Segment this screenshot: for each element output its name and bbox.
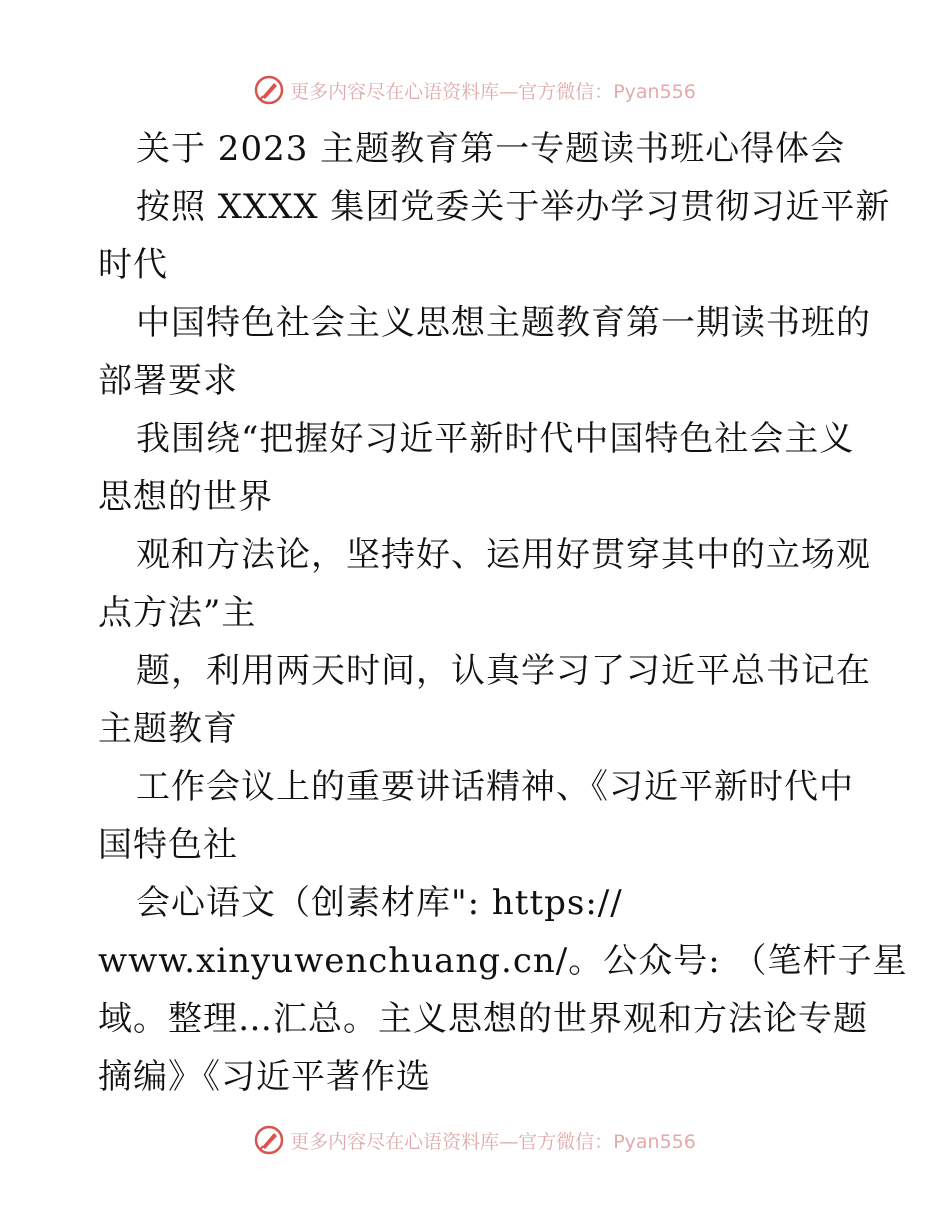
document-title: 关于 2023 主题教育第一专题读书班心得体会 [136, 129, 846, 169]
watermark-header [0, 70, 950, 110]
paragraph-line: 主题教育 [98, 709, 238, 749]
quill-logo-icon [254, 1125, 284, 1155]
paragraph-line: 观和方法论，坚持好、运用好贯穿其中的立场观 [136, 535, 871, 575]
paragraph-line: 工作会议上的重要讲话精神、《习近平新时代中 [136, 767, 854, 807]
paragraph-line: 会心语文（创素材库": https:// [136, 883, 623, 923]
paragraph-line: 域。整理…汇总。主义思想的世界观和方法论专题 [98, 999, 868, 1039]
paragraph-line: 思想的世界 [98, 477, 273, 517]
paragraph-line: 摘编》《习近平著作选 [98, 1057, 431, 1097]
watermark-wechat-id: Pyan556 [613, 1130, 696, 1153]
quill-logo-icon [254, 75, 284, 105]
paragraph-line: 我围绕“把握好习近平新时代中国特色社会主义 [136, 419, 855, 459]
paragraph-line: 国特色社 [98, 825, 238, 865]
watermark-slogan: 更多内容尽在心语资料库 [290, 80, 500, 103]
watermark-text [290, 1127, 696, 1154]
paragraph-line: 题，利用两天时间，认真学习了习近平总书记在 [136, 651, 871, 691]
watermark-text [290, 77, 696, 104]
document-body [98, 120, 908, 1106]
watermark-wechat-id: Pyan556 [613, 80, 696, 103]
paragraph-line: www.xinyuwenchuang.cn/。公众号: （笔杆子星 [98, 941, 908, 981]
watermark-wechat-label: 官方微信： [518, 1130, 614, 1153]
watermark-footer [0, 1120, 950, 1160]
paragraph-line: 部署要求 [98, 361, 238, 401]
paragraph-line: 中国特色社会主义思想主题教育第一期读书班的 [136, 303, 871, 343]
paragraph-line: 时代 [98, 245, 168, 285]
paragraph-line: 按照 XXXX 集团党委关于举办学习贯彻习近平新 [136, 187, 891, 227]
watermark-separator: — [499, 80, 519, 103]
watermark-wechat-label: 官方微信： [518, 80, 614, 103]
paragraph-line: 点方法”主 [98, 593, 257, 633]
watermark-slogan: 更多内容尽在心语资料库 [290, 1130, 500, 1153]
watermark-separator: — [499, 1130, 519, 1153]
